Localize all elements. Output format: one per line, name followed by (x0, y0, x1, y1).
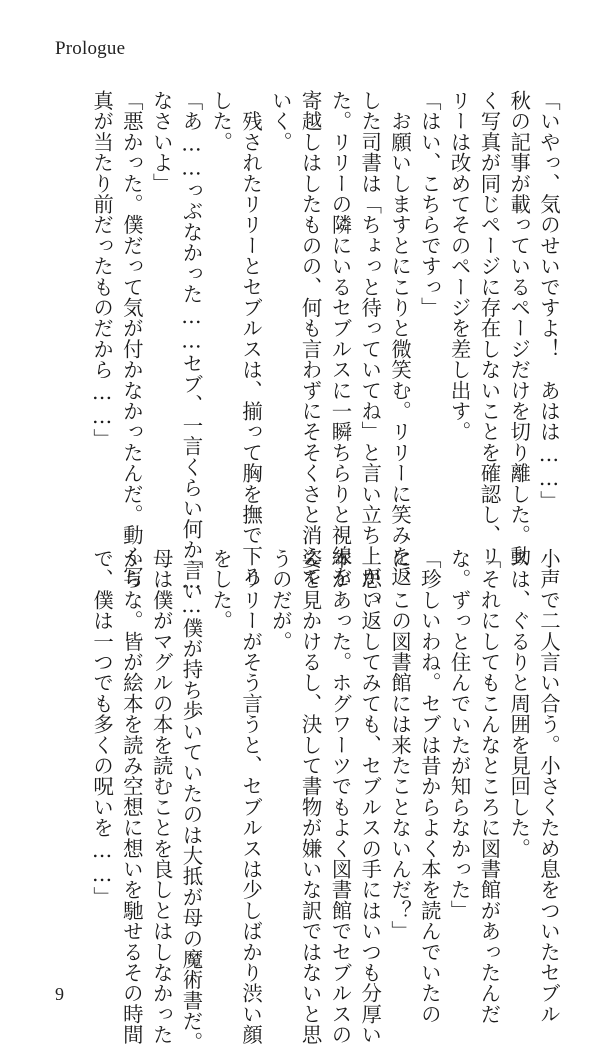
text-line: いく。 (268, 90, 293, 153)
text-line: スは、ぐるりと周囲を見回した。 (507, 548, 532, 859)
text-line: く写真が同じページに存在しないことを確認し、リ (477, 90, 502, 567)
text-line: リーは改めてそのページを差し出す。 (447, 90, 472, 442)
text-line: からな。皆が絵本を読み空想に想いを馳せるその時間 (119, 548, 144, 1045)
text-line: お願いしますとにこりと微笑む。リリーに笑みを返 (388, 90, 413, 587)
text-line: した。 (209, 90, 234, 153)
text-line: た。リリーの隣にいるセブルスに一瞬ちらりと視線を (328, 90, 353, 587)
text-line: 「はい、こちらですっ」 (417, 90, 442, 318)
text-line: 「それにしてもこんなところに図書館があったんだ (477, 548, 502, 1025)
text-line: 姿を見かけるし、決して書物が嫌いな訳ではないと思 (298, 548, 323, 1045)
text-line: 残されたリリーとセブルスは、揃って胸を撫で下ろ (239, 90, 264, 587)
text-line: をした。 (209, 548, 234, 631)
text-line: で、僕は一つでも多くの呪いを……」 (90, 548, 115, 908)
text-line: な。ずっと住んでいたが知らなかった」 (447, 548, 472, 921)
text-line: 「……僕が持ち歩いていたのは大抵が母の魔術書だ。 (179, 548, 204, 1052)
text-line: 秋の記事が載っているページだけを切り離した。動 (507, 90, 532, 567)
page-number: 9 (55, 984, 64, 1004)
text-line: に、この図書館には来たことないんだ？」 (388, 548, 413, 942)
text-line: なさいよ」 (149, 90, 174, 194)
text-line: 「珍しいわね。セブは昔からよく本を読んでいたの (417, 548, 442, 1025)
text-line: 「あ……っぶなかった……セブ、一言くらい何か言い (179, 90, 204, 602)
text-line: 小声で二人言い合う。小さくため息をついたセブル (537, 548, 561, 1025)
text-line: 寄越しはしたものの、何も言わずにそそくさと消えて (298, 90, 323, 587)
text-line: 真が当たり前だったものだから……」 (90, 90, 115, 450)
text-line: 「悪かった。僕だって気が付かなかったんだ。動く写 (119, 90, 144, 587)
text-line: リリーがそう言うと、セブルスは少しばかり渋い顔 (239, 548, 264, 1045)
text-line: 「いやっ、気のせいですよ！ あはは……」 (537, 90, 561, 512)
running-title: Prologue (55, 38, 126, 59)
text-line: 本があった。ホグワーツでもよく図書館でセブルスの (328, 548, 353, 1045)
text-line: 思い返してみても、セブルスの手にはいつも分厚い (358, 548, 383, 1045)
text-block-lower (86, 548, 563, 1052)
text-line: 母は僕がマグルの本を読むことを良しとはしなかった (149, 548, 174, 1045)
text-line: した司書は「ちょっと待っていてね」と言い立ち上がっ (358, 90, 383, 608)
text-line: うのだが。 (268, 548, 293, 652)
